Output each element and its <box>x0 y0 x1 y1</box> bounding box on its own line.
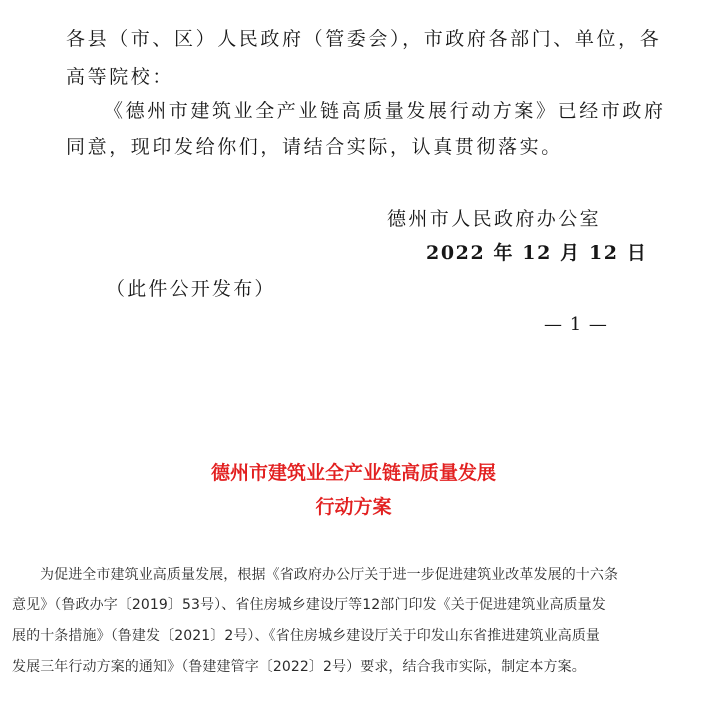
article-title-line2: 行动方案 <box>315 496 392 518</box>
paragraph-line: 展的十条措施》（鲁建发〔2021〕2号）、《省住房城乡建设厅关于印发山东省推进建筑业高质量 <box>12 628 601 644</box>
paragraph-line: 意见》（鲁政办字〔2019〕53号）、省住房城乡建设厅等12部门印发《关于促进建筑业高质量发 <box>12 597 606 613</box>
notice-body-line1: 《德州市建筑业全产业链高质量发展行动方案》已经市政府 <box>104 100 666 122</box>
notice-recipients-line1: 各县（市、区）人民政府（管委会），市政府各部门、单位，各 <box>66 28 662 50</box>
notice-signer: 德州市人民政府办公室 <box>387 208 602 230</box>
page-number: — 1 — <box>544 314 608 335</box>
notice-date: 2022 年 12 月 12 日 <box>426 242 648 264</box>
article-title-line1: 德州市建筑业全产业链高质量发展 <box>210 462 496 484</box>
paragraph-line: 发展三年行动方案的通知》（鲁建建管字〔2022〕2号）要求，结合我市实际，制定本方案。 <box>12 659 586 675</box>
notice-recipients-line2: 高等院校： <box>66 66 175 88</box>
paragraph-line: 为促进全市建筑业高质量发展，根据《省政府办公厅关于进一步促进建筑业改革发展的十六条 <box>40 567 619 583</box>
notice-body-line2: 同意，现印发给你们，请结合实际，认真贯彻落实。 <box>66 136 563 158</box>
publish-note: （此件公开发布） <box>106 278 276 300</box>
